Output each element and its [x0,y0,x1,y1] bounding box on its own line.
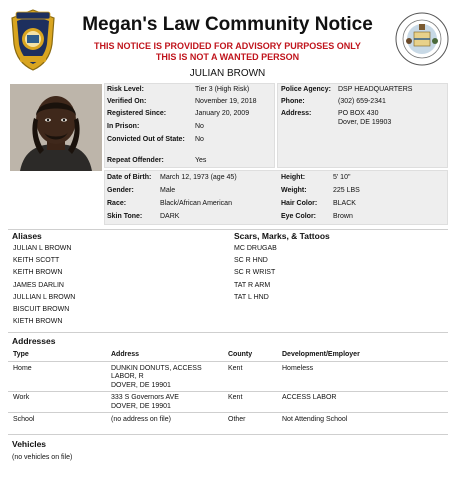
skin-tone-value: DARK [160,213,180,220]
alias-item: JULLIAN L BROWN [13,293,76,301]
address-row-school-county: Other [228,416,246,423]
col-address-header: Address [111,351,140,358]
convicted-out-of-state-value: No [195,136,204,143]
skin-tone-label: Skin Tone: [107,213,143,220]
address-row-work-line-2: DOVER, DE 19901 [111,403,171,410]
address-row-home-line-1: DUNKIN DONUTS, ACCESS [111,365,202,372]
address-row-home-employer: Homeless [282,365,314,372]
registered-since-value: January 20, 2009 [195,110,250,117]
height-value: 5' 10" [333,174,351,181]
risk-level-value: Tier 3 (High Risk) [195,86,250,93]
in-prison-label: In Prison: [107,123,140,130]
advisory-line-1: THIS NOTICE IS PROVIDED FOR ADVISORY PURPOSES ONLY [94,41,361,51]
advisory-line-2: THIS IS NOT A WANTED PERSON [155,52,300,62]
address-row-work-type: Work [13,394,30,401]
alias-item: KIETH BROWN [13,318,63,326]
physical-right-details [281,173,446,223]
hair-color-label: Hair Color: [281,200,318,207]
address-row-school-employer: Not Attending School [282,416,348,423]
dob-label: Date of Birth: [107,174,152,181]
col-county-header: County [228,351,253,358]
vehicles-divider [8,434,448,435]
eye-color-label: Eye Color: [281,213,317,220]
gender-value: Male [160,187,176,194]
address-row-work-employer: ACCESS LABOR [282,394,337,401]
offender-name: JULIAN BROWN [189,68,266,79]
address-row-home-line-3: DOVER, DE 19901 [111,382,171,389]
col-type-header: Type [13,351,29,358]
agency-address-line-2: Dover, DE 19903 [338,119,392,126]
alias-item: KEITH BROWN [13,269,63,277]
advisory-notice [60,41,395,63]
address-row-home-county: Kent [228,365,243,372]
scar-item: TAT R ARM [234,281,271,289]
alias-item: KEITH SCOTT [13,257,60,265]
phone-value: (302) 659-2341 [338,98,386,105]
physical-left-details [107,173,277,223]
repeat-offender-value: Yes [195,157,207,164]
race-label: Race: [107,200,127,207]
aliases-list [13,243,213,328]
address-row-work-line-1: 333 S Governors AVE [111,394,179,401]
address-row-rule [8,412,448,413]
phone-label: Phone: [281,98,305,105]
convicted-out-of-state-label: Convicted Out of State: [107,136,185,143]
repeat-offender-label: Repeat Offender: [107,157,164,164]
height-label: Height: [281,174,306,181]
scar-item: SC R HND [234,257,268,265]
hair-color-value: BLACK [333,200,356,207]
gender-label: Gender: [107,187,134,194]
scar-item: TAT L HND [234,293,269,301]
addresses-heading: Addresses [12,336,56,346]
vehicles-empty-text: (no vehicles on file) [12,454,73,461]
address-row-school-line-1: (no address on file) [111,416,171,423]
agency-address-line-1: PO BOX 430 [338,110,379,117]
alias-item: JAMES DARLIN [13,281,64,289]
address-header-rule [8,361,448,362]
dob-value: March 12, 1973 (age 45) [160,174,237,181]
aliases-heading: Aliases [12,231,42,241]
offender-photo [10,84,102,171]
verified-on-label: Verified On: [107,98,147,105]
notice-header [0,0,455,84]
risk-details [107,85,277,169]
address-row-school-type: School [13,416,35,423]
police-agency-label: Police Agency: [281,86,331,93]
police-agency-value: DSP HEADQUARTERS [338,86,413,93]
address-row-home-type: Home [13,365,32,372]
aliases-divider [8,229,448,230]
eye-color-value: Brown [333,213,353,220]
col-employer-header: Development/Employer [282,351,360,358]
alias-item: BISCUIT BROWN [13,306,70,314]
weight-label: Weight: [281,187,307,194]
police-badge-icon [8,8,58,72]
agency-address-label: Address: [281,110,312,117]
address-row-home-line-2: LABOR, R [111,373,144,380]
offender-photo-image [10,84,102,171]
registered-since-label: Registered Since: [107,110,167,117]
address-row-rule [8,391,448,392]
weight-value: 225 LBS [333,187,360,194]
risk-level-label: Risk Level: [107,86,144,93]
scars-list [234,243,434,304]
scar-item: SC R WRIST [234,269,276,277]
race-value: Black/African American [160,200,232,207]
agency-details [281,85,446,145]
page-title: Megan's Law Community Notice [82,14,373,35]
verified-on-value: November 19, 2018 [195,98,257,105]
address-row-work-county: Kent [228,394,243,401]
state-seal-icon [395,12,449,66]
alias-item: JULIAN L BROWN [13,245,72,252]
addresses-divider [8,332,448,333]
vehicles-heading: Vehicles [12,439,47,449]
in-prison-value: No [195,123,204,130]
scars-heading: Scars, Marks, & Tattoos [234,231,330,241]
scar-item: MC DRUGAB [234,245,277,252]
